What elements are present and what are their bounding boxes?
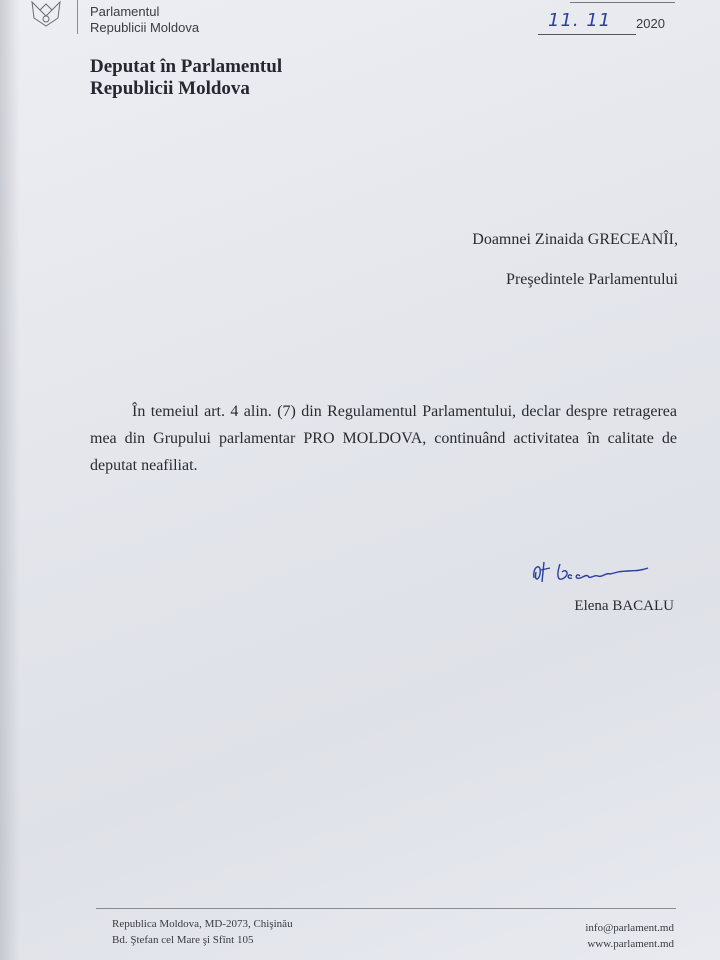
top-registration-mark xyxy=(570,0,675,3)
institution-line-1: Parlamentul xyxy=(90,4,160,19)
document-title xyxy=(90,56,282,100)
addressee-line-2: Preşedintele Parlamentului xyxy=(506,271,678,288)
title-line-1: Deputat în Parlamentul xyxy=(90,56,283,77)
institution-name xyxy=(90,4,199,36)
date-year: 2020 xyxy=(636,16,665,31)
footer-address-line-2: Bd. Ştefan cel Mare şi Sfînt 105 xyxy=(112,934,254,946)
footer-address xyxy=(112,916,293,948)
coat-of-arms-icon xyxy=(28,0,64,28)
date-handwritten: 11. 11 xyxy=(548,10,612,31)
handwritten-signature xyxy=(528,556,653,588)
footer-contact xyxy=(585,920,674,952)
header-divider xyxy=(77,0,78,34)
institution-line-2: Republicii Moldova xyxy=(90,20,200,35)
footer-email: info@parlament.md xyxy=(585,922,674,934)
footer-address-line-1: Republica Moldova, MD-2073, Chişinău xyxy=(112,918,293,930)
addressee-block xyxy=(472,230,678,310)
letter-body: În temeiul art. 4 alin. (7) din Regulamentul Parlamentului, declar despre retragerea mea din Grupului parlamentar PRO MOLDOVA, continuând activitatea în calitate de deputat neafiliat. xyxy=(90,403,677,474)
page-edge-shadow xyxy=(0,0,20,960)
footer-website: www.parlament.md xyxy=(587,938,674,950)
addressee-line-1: Doamnei Zinaida GRECEANÎI, xyxy=(472,231,678,248)
signer-name: Elena BACALU xyxy=(574,598,674,614)
footer-divider xyxy=(96,908,676,909)
title-line-2: Republicii Moldova xyxy=(90,78,250,99)
